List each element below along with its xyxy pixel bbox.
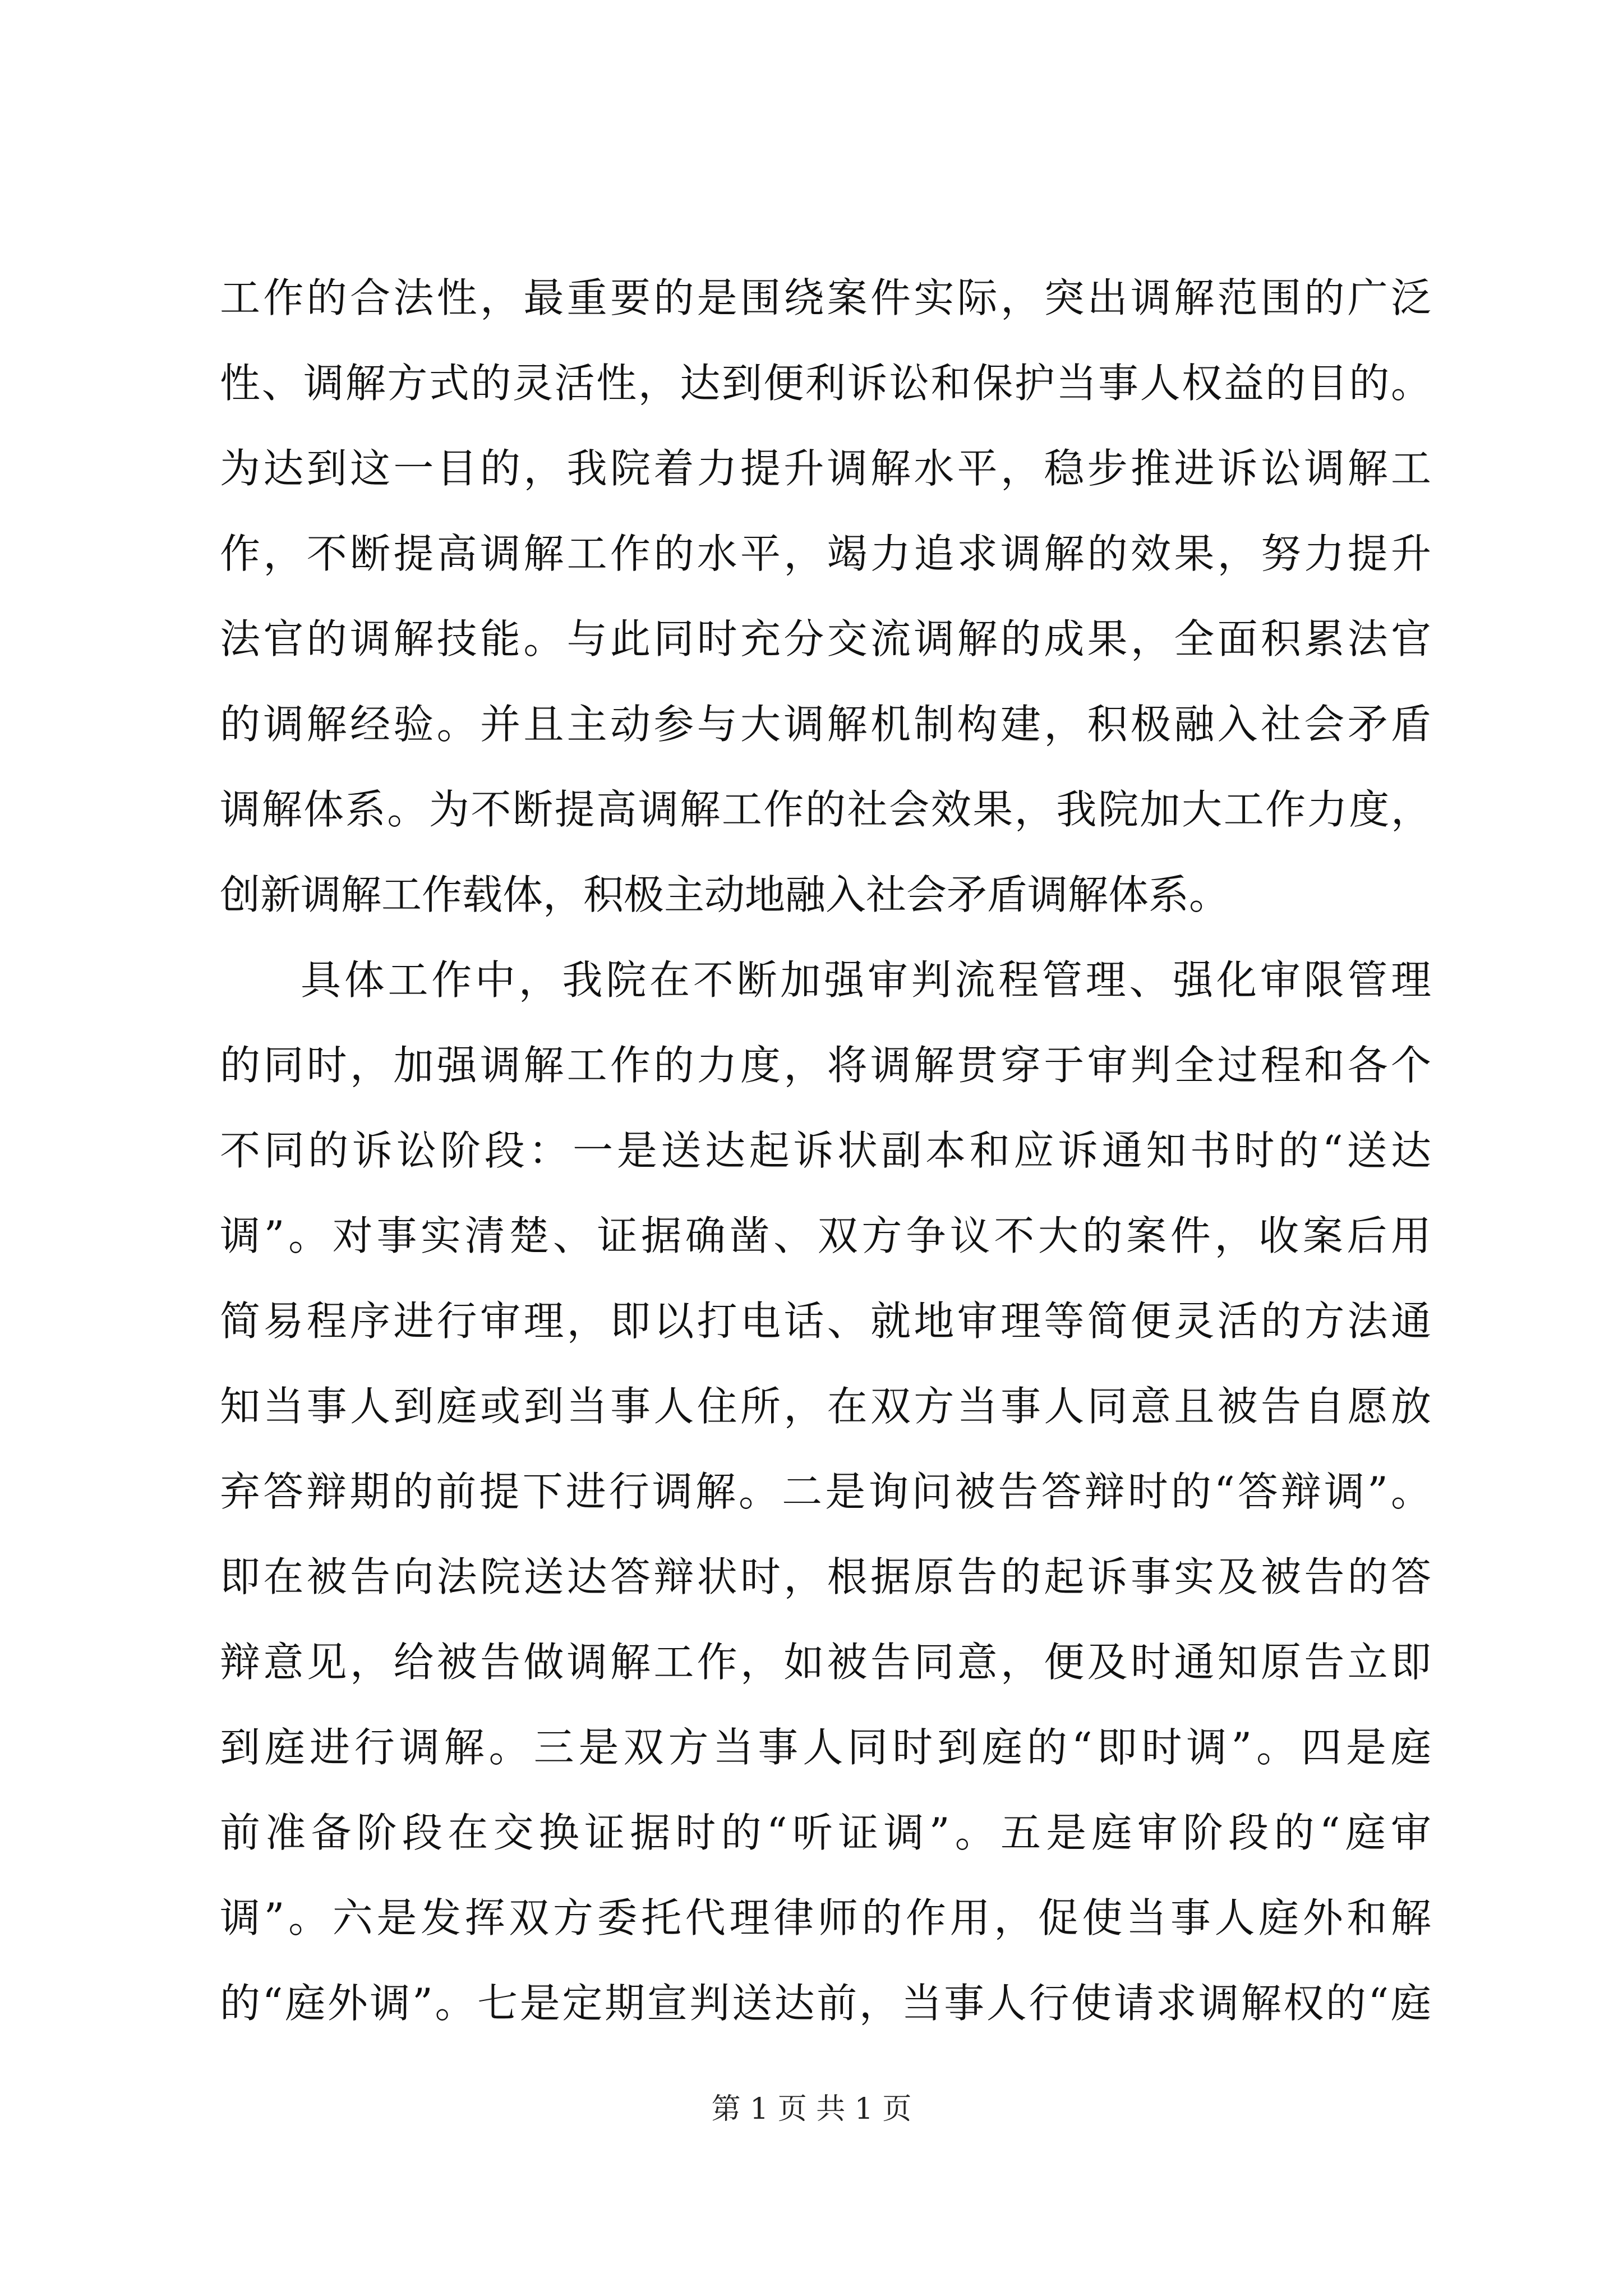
text-line: 调”。六是发挥双方委托代理律师的作用，促使当事人庭外和解 xyxy=(220,1894,1431,1941)
text-line: 调”。对事实清楚、证据确凿、双方争议不大的案件，收案后用 xyxy=(220,1212,1431,1259)
text-line: 前准备阶段在交换证据时的“听证调”。五是庭审阶段的“庭审 xyxy=(220,1809,1431,1856)
text-line: 调解体系。为不断提高调解工作的社会效果，我院加大工作力度， xyxy=(220,786,1431,833)
document-body xyxy=(220,255,1431,2046)
text-line: 法官的调解技能。与此同时充分交流调解的成果，全面积累法官 xyxy=(220,615,1431,662)
text-line: 的调解经验。并且主动参与大调解机制构建，积极融入社会矛盾 xyxy=(220,701,1431,748)
text-line: 为达到这一目的，我院着力提升调解水平，稳步推进诉讼调解工 xyxy=(220,445,1431,492)
text-line: 的“庭外调”。七是定期宣判送达前，当事人行使请求调解权的“庭 xyxy=(220,1980,1431,2027)
text-line: 简易程序进行审理，即以打电话、就地审理等简便灵活的方法通 xyxy=(220,1297,1431,1345)
text-line: 性、调解方式的灵活性，达到便利诉讼和保护当事人权益的目的。 xyxy=(220,360,1431,407)
text-line: 工作的合法性，最重要的是围绕案件实际，突出调解范围的广泛 xyxy=(220,274,1431,321)
text-line: 具体工作中，我院在不断加强审判流程管理、强化审限管理 xyxy=(301,956,1431,1004)
text-line: 创新调解工作载体，积极主动地融入社会矛盾调解体系。 xyxy=(220,871,1230,918)
paragraph xyxy=(220,937,1431,2046)
text-line: 知当事人到庭或到当事人住所，在双方当事人同意且被告自愿放 xyxy=(220,1383,1431,1430)
page-footer: 第 1 页 共 1 页 xyxy=(711,2092,912,2126)
paragraph xyxy=(220,255,1431,937)
text-line: 辩意见，给被告做调解工作，如被告同意，便及时通知原告立即 xyxy=(220,1639,1431,1686)
text-line: 的同时，加强调解工作的力度，将调解贯穿于审判全过程和各个 xyxy=(220,1042,1431,1089)
text-line: 弃答辩期的前提下进行调解。二是询问被告答辩时的“答辩调”。 xyxy=(220,1468,1431,1515)
text-line: 作，不断提高调解工作的水平，竭力追求调解的效果，努力提升 xyxy=(220,530,1431,577)
text-line: 不同的诉讼阶段：一是送达起诉状副本和应诉通知书时的“送达 xyxy=(220,1127,1431,1174)
text-line: 到庭进行调解。三是双方当事人同时到庭的“即时调”。四是庭 xyxy=(220,1724,1431,1771)
text-line: 即在被告向法院送达答辩状时，根据原告的起诉事实及被告的答 xyxy=(220,1553,1431,1600)
